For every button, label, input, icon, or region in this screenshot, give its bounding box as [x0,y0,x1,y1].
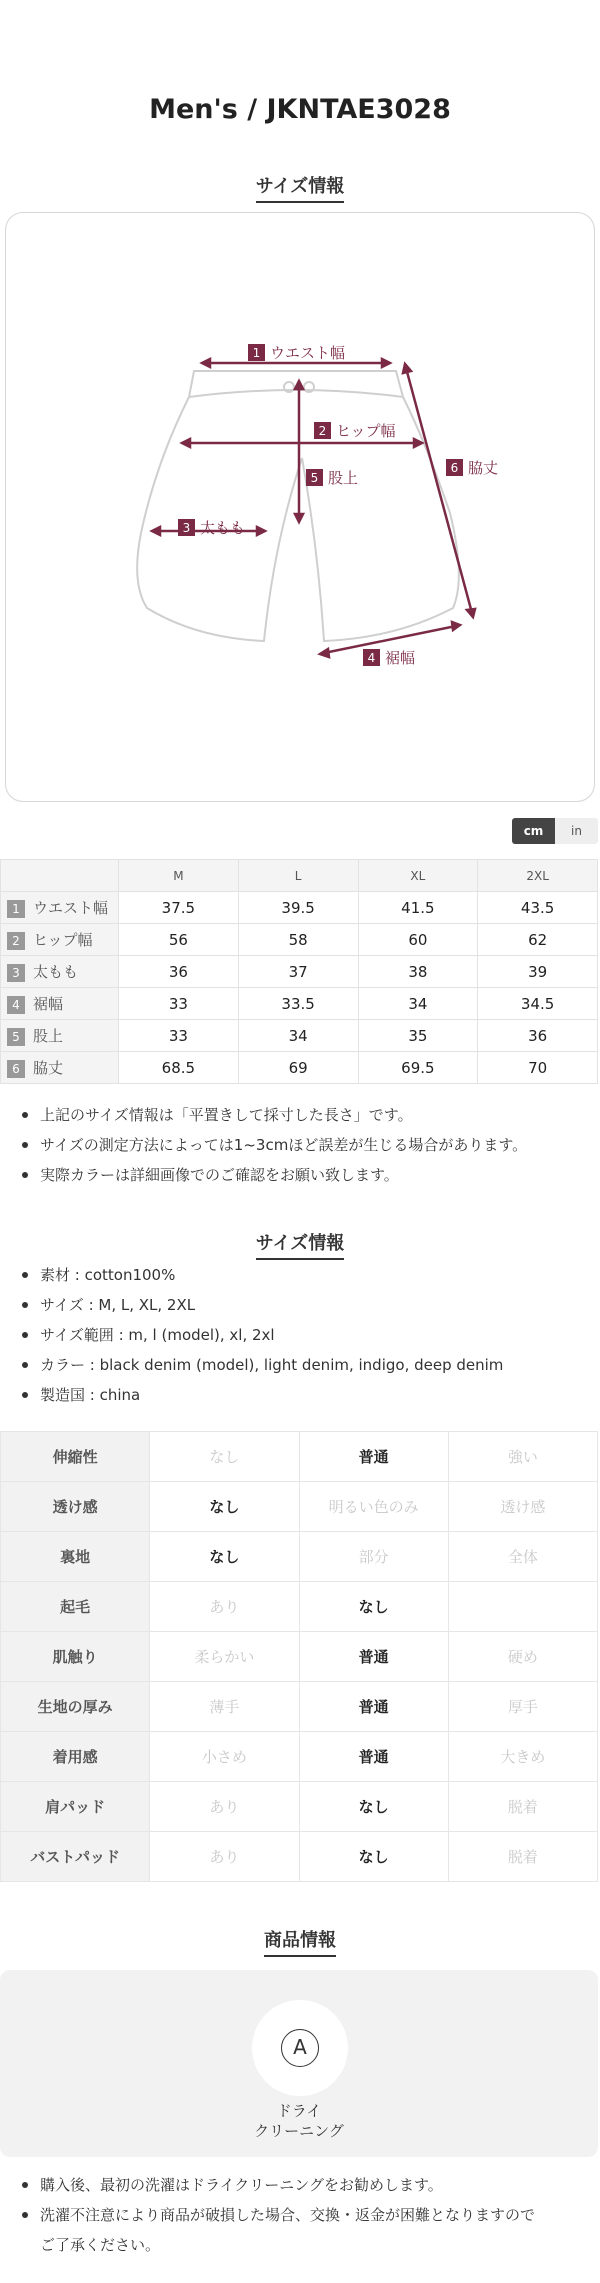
attribute-option-selected: なし [299,1582,448,1632]
label-3-num: 3 [182,521,191,535]
table-row [1,892,598,924]
attribute-label: 透け感 [1,1482,150,1532]
size-info-heading: サイズ情報 [0,172,600,203]
attribute-option: 透け感 [448,1482,597,1532]
list-item: サイズの測定方法によっては1~3cmほど誤差が生じる場合があります。 [22,1130,592,1160]
table-row [1,1832,598,1882]
table-cell: 37.5 [119,892,239,924]
table-cell: 41.5 [358,892,478,924]
attribute-option: 強い [448,1432,597,1482]
shorts-diagram-svg [6,213,596,803]
table-cell: 39 [478,956,598,988]
spec-heading: サイズ情報 [0,1229,600,1260]
waistband-outline [189,371,403,397]
table-cell: 34 [238,1020,358,1052]
row-label: ヒップ幅 [33,931,93,949]
table-cell: 62 [478,924,598,956]
attribute-option: あり [150,1782,299,1832]
row-number-badge: 1 [7,900,25,918]
table-row [1,1582,598,1632]
header-size: XL [358,860,478,892]
table-row [1,988,598,1020]
label-6-num: 6 [450,461,459,475]
table-row [1,1532,598,1582]
table-cell: 68.5 [119,1052,239,1084]
row-number-badge: 6 [7,1060,25,1078]
label-hem: 裾幅 [385,649,416,667]
table-cell: 36 [478,1020,598,1052]
list-item: 購入後、最初の洗濯はドライクリーニングをお勧めします。 [22,2170,592,2200]
table-row [1,956,598,988]
header-empty [1,860,119,892]
size-diagram [5,212,595,802]
attribute-option: 薄手 [150,1682,299,1732]
label-5-num: 5 [310,471,319,485]
attribute-label: 生地の厚み [1,1682,150,1732]
table-cell: 39.5 [238,892,358,924]
attribute-option: 大きめ [448,1732,597,1782]
attribute-option-selected: 普通 [299,1632,448,1682]
table-cell: 37 [238,956,358,988]
table-cell: 69 [238,1052,358,1084]
attribute-label: 起毛 [1,1582,150,1632]
product-info-heading: 商品情報 [0,1926,600,1957]
care-notes-list [22,2170,592,2260]
attribute-option-selected: 普通 [299,1732,448,1782]
attribute-option: 硬め [448,1632,597,1682]
attribute-option: なし [150,1432,299,1482]
row-number-badge: 3 [7,964,25,982]
row-label: 脇丈 [33,1059,64,1077]
table-cell: 60 [358,924,478,956]
row-number-badge: 5 [7,1028,25,1046]
label-hip: ヒップ幅 [336,422,396,440]
table-cell: 36 [119,956,239,988]
list-item: サイズ範囲 : m, l (model), xl, 2xl [22,1320,592,1350]
row-number-badge: 2 [7,932,25,950]
care-panel [0,1970,598,2157]
list-item: 洗濯不注意により商品が破損した場合、交換・返金が困難となりますので ご了承ください。 [22,2200,592,2260]
attribute-option: 部分 [299,1532,448,1582]
attribute-table [0,1431,598,1882]
table-row [1,1782,598,1832]
row-label: 裾幅 [33,995,64,1013]
attribute-option: 脱着 [448,1782,597,1832]
dry-clean-icon: A [281,2029,319,2067]
row-label: 股上 [33,1027,64,1045]
attribute-label: 肌触り [1,1632,150,1682]
table-cell: 35 [358,1020,478,1052]
attribute-label: 伸縮性 [1,1432,150,1482]
attribute-label: バストパッド [1,1832,150,1882]
table-row [1,1632,598,1682]
table-row [1,924,598,956]
label-waist: ウエスト幅 [270,344,346,362]
product-title: Men's / JKNTAE3028 [149,94,451,125]
unit-toggle [512,818,598,844]
table-row [1,1482,598,1532]
attribute-option-selected: なし [299,1782,448,1832]
table-cell: 56 [119,924,239,956]
list-item: 実際カラーは詳細画像でのご確認をお願い致します。 [22,1160,592,1190]
header-size: M [119,860,239,892]
label-rise: 股上 [328,469,359,487]
label-side-length: 脇丈 [468,459,499,477]
attribute-option-selected: なし [150,1482,299,1532]
care-label: ドライ クリーニング [254,2102,344,2140]
label-1-num: 1 [252,346,261,360]
header-size: L [238,860,358,892]
table-cell: 34.5 [478,988,598,1020]
list-item: 上記のサイズ情報は「平置きして採寸した長さ」です。 [22,1100,592,1130]
attribute-option-selected: なし [299,1832,448,1882]
size-table [0,859,598,1084]
side-length-line [406,368,472,613]
table-cell: 33 [119,988,239,1020]
list-item: 製造国 : china [22,1380,592,1410]
list-item: カラー : black denim (model), light denim, indigo, deep denim [22,1350,592,1380]
attribute-option: 小さめ [150,1732,299,1782]
table-cell: 69.5 [358,1052,478,1084]
size-table-header [1,860,598,892]
table-cell: 33.5 [238,988,358,1020]
label-4-num: 4 [367,651,376,665]
table-row [1,1732,598,1782]
label-thigh: 太もも [200,519,246,537]
unit-cm-button[interactable]: cm [512,818,555,844]
attribute-option [448,1582,597,1632]
attribute-option: あり [150,1582,299,1632]
care-symbol-circle [252,2000,348,2096]
label-2-num: 2 [318,424,327,438]
table-cell: 38 [358,956,478,988]
table-cell: 43.5 [478,892,598,924]
row-label: 太もも [33,963,79,981]
spec-list [22,1260,592,1410]
table-row [1,1682,598,1732]
table-cell: 58 [238,924,358,956]
table-cell: 34 [358,988,478,1020]
table-row [1,1432,598,1482]
table-cell: 70 [478,1052,598,1084]
list-item: 素材 : cotton100% [22,1260,592,1290]
attribute-option: 明るい色のみ [299,1482,448,1532]
attribute-option-selected: なし [150,1532,299,1582]
attribute-option: 厚手 [448,1682,597,1732]
attribute-option-selected: 普通 [299,1682,448,1732]
row-label: ウエスト幅 [33,899,109,917]
header-size: 2XL [478,860,598,892]
attribute-option: 脱着 [448,1832,597,1882]
attribute-option-selected: 普通 [299,1432,448,1482]
attribute-label: 裏地 [1,1532,150,1582]
size-notes-list [22,1100,592,1190]
list-item: サイズ : M, L, XL, 2XL [22,1290,592,1320]
row-number-badge: 4 [7,996,25,1014]
attribute-label: 肩パッド [1,1782,150,1832]
table-row [1,1052,598,1084]
attribute-label: 着用感 [1,1732,150,1782]
unit-in-button[interactable]: in [555,818,598,844]
attribute-option: 全体 [448,1532,597,1582]
table-cell: 33 [119,1020,239,1052]
table-row [1,1020,598,1052]
attribute-option: あり [150,1832,299,1882]
attribute-option: 柔らかい [150,1632,299,1682]
